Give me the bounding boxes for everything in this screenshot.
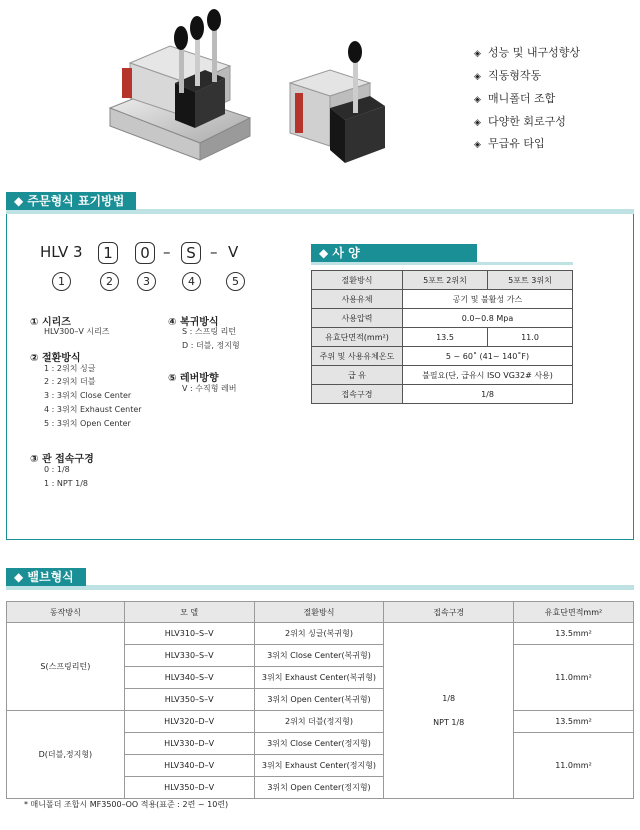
order-code-prefix: HLV 3 bbox=[40, 243, 83, 261]
manifold-valve-photo bbox=[100, 8, 280, 168]
spec-cell: 5 ~ 60˚ (41~ 140˚F) bbox=[403, 347, 573, 366]
order-code-box-3: S bbox=[181, 242, 201, 264]
option-return-item: S : 스프링 리턴 bbox=[182, 327, 237, 336]
model-cell: HLV350–D–V bbox=[124, 777, 254, 799]
table-row bbox=[7, 711, 634, 733]
spec-header-row bbox=[312, 271, 573, 290]
model-cell: HLV330–D–V bbox=[124, 733, 254, 755]
order-code-box-2: 0 bbox=[135, 242, 155, 264]
model-cell: HLV350–S–V bbox=[124, 689, 254, 711]
option-return-title: ④ 복귀방식 bbox=[168, 317, 219, 328]
spec-row bbox=[312, 328, 573, 347]
port-cell bbox=[384, 623, 514, 799]
switch-cell: 3위치 Open Center(정지형) bbox=[254, 777, 384, 799]
spec-label: 유효단면적(mm²) bbox=[312, 328, 403, 347]
order-code-marker-4: 4 bbox=[182, 272, 201, 291]
spec-title: ◆ 사 양 bbox=[311, 244, 477, 262]
diamond-bullet-icon: ◈ bbox=[474, 118, 481, 128]
port-size: 1/8 bbox=[442, 693, 456, 703]
option-switching-item: 3 : 3위치 Close Center bbox=[44, 391, 132, 400]
spec-cell: 13.5 bbox=[403, 328, 488, 347]
order-code-dash: – bbox=[163, 243, 171, 261]
spec-label: 주위 및 사용유체온도 bbox=[312, 347, 403, 366]
action-cell: S(스프링리턴) bbox=[7, 623, 125, 711]
table-row bbox=[7, 623, 634, 645]
section-divider bbox=[6, 585, 634, 590]
diamond-bullet-icon: ◈ bbox=[474, 95, 481, 105]
option-switching-item: 2 : 2위치 더블 bbox=[44, 377, 96, 386]
switch-cell: 3위치 Exhaust Center(복귀형) bbox=[254, 667, 384, 689]
area-cell: 13.5mm² bbox=[514, 711, 634, 733]
spec-label: 절환방식 bbox=[312, 271, 403, 290]
spec-row bbox=[312, 347, 573, 366]
switch-cell: 3위치 Open Center(복귀형) bbox=[254, 689, 384, 711]
model-cell: HLV320–D–V bbox=[124, 711, 254, 733]
spec-label: 사용유체 bbox=[312, 290, 403, 309]
spec-label: 사용압력 bbox=[312, 309, 403, 328]
area-cell: 11.0mm² bbox=[514, 733, 634, 799]
feature-item: ◈ 다양한 회로구성 bbox=[474, 115, 566, 128]
option-switching-title: ② 절환방식 bbox=[30, 353, 81, 364]
spec-row bbox=[312, 385, 573, 404]
spec-cell: 0.0~0.8 Mpa bbox=[403, 309, 573, 328]
feature-item: ◈ 무급유 타입 bbox=[474, 137, 545, 150]
switch-cell: 3위치 Close Center(정지형) bbox=[254, 733, 384, 755]
option-port-item: 0 : 1/8 bbox=[44, 465, 70, 474]
option-switching-item: 4 : 3위치 Exhaust Center bbox=[44, 405, 142, 414]
valve-table bbox=[6, 601, 634, 799]
spec-label: 급 유 bbox=[312, 366, 403, 385]
switch-cell: 3위치 Exhaust Center(정지형) bbox=[254, 755, 384, 777]
section-title-ordering: ◆ 주문형식 표기방법 bbox=[6, 192, 136, 210]
area-cell: 13.5mm² bbox=[514, 623, 634, 645]
spec-cell: 공기 및 불활성 가스 bbox=[403, 290, 573, 309]
option-lever-title: ⑤ 레버방향 bbox=[168, 373, 219, 384]
option-series-title: ① 시리즈 bbox=[30, 317, 71, 328]
spec-cell: 5포트 2위치 bbox=[403, 271, 488, 290]
column-header: 유효단면적mm² bbox=[514, 602, 634, 623]
order-code-box-1: 1 bbox=[98, 242, 118, 264]
spec-row bbox=[312, 366, 573, 385]
switch-cell: 3위치 Close Center(복귀형) bbox=[254, 645, 384, 667]
option-lever-item: V : 수직형 레버 bbox=[182, 384, 237, 393]
option-return-item: D : 더블, 정지형 bbox=[182, 341, 240, 350]
model-cell: HLV310–S–V bbox=[124, 623, 254, 645]
order-code-last: V bbox=[228, 243, 239, 261]
port-size: NPT 1/8 bbox=[433, 717, 465, 727]
feature-item: ◈ 직동형작동 bbox=[474, 69, 542, 82]
order-code-marker-3: 3 bbox=[137, 272, 156, 291]
diamond-bullet-icon: ◈ bbox=[474, 140, 481, 150]
model-cell: HLV340–D–V bbox=[124, 755, 254, 777]
spec-cell: 11.0 bbox=[488, 328, 573, 347]
option-port-item: 1 : NPT 1/8 bbox=[44, 479, 88, 488]
spec-cell: 불필요(단, 급유시 ISO VG32# 사용) bbox=[403, 366, 573, 385]
spec-label: 접속구경 bbox=[312, 385, 403, 404]
valve-table-header bbox=[7, 602, 634, 623]
switch-cell: 2위치 더블(정지형) bbox=[254, 711, 384, 733]
area-cell: 11.0mm² bbox=[514, 645, 634, 711]
feature-item: ◈ 성능 및 내구성향상 bbox=[474, 46, 581, 59]
column-header: 접속구경 bbox=[384, 602, 514, 623]
model-cell: HLV330–S–V bbox=[124, 645, 254, 667]
spec-row bbox=[312, 290, 573, 309]
feature-item: ◈ 매니폴더 조합 bbox=[474, 92, 556, 105]
section-title-valves: ◆ 밸브형식 bbox=[6, 568, 86, 586]
spec-title-line bbox=[311, 262, 573, 265]
spec-cell: 5포트 3위치 bbox=[488, 271, 573, 290]
order-code-marker-5: 5 bbox=[226, 272, 245, 291]
option-port-title: ③ 관 접속구경 bbox=[30, 454, 94, 465]
switch-cell: 2위치 싱글(복귀형) bbox=[254, 623, 384, 645]
order-code-marker-1: 1 bbox=[52, 272, 71, 291]
single-valve-photo bbox=[285, 38, 395, 168]
column-header: 절환방식 bbox=[254, 602, 384, 623]
column-header: 동작방식 bbox=[7, 602, 125, 623]
diamond-bullet-icon: ◈ bbox=[474, 72, 481, 82]
spec-table bbox=[311, 270, 573, 404]
order-code-dash: – bbox=[210, 243, 218, 261]
option-series-item: HLV300–V 시리즈 bbox=[44, 327, 110, 336]
spec-cell: 1/8 bbox=[403, 385, 573, 404]
option-switching-item: 5 : 3위치 Open Center bbox=[44, 419, 131, 428]
option-switching-item: 1 : 2위치 싱글 bbox=[44, 364, 96, 373]
order-code-marker-2: 2 bbox=[100, 272, 119, 291]
column-header: 모 델 bbox=[124, 602, 254, 623]
model-cell: HLV340–S–V bbox=[124, 667, 254, 689]
diamond-bullet-icon: ◈ bbox=[474, 49, 481, 59]
spec-row bbox=[312, 309, 573, 328]
footnote: * 매니폴더 조합시 MF3500–OO 적용(표준 : 2련 ~ 10련) bbox=[24, 800, 229, 809]
action-cell: D(더블,정지형) bbox=[7, 711, 125, 799]
